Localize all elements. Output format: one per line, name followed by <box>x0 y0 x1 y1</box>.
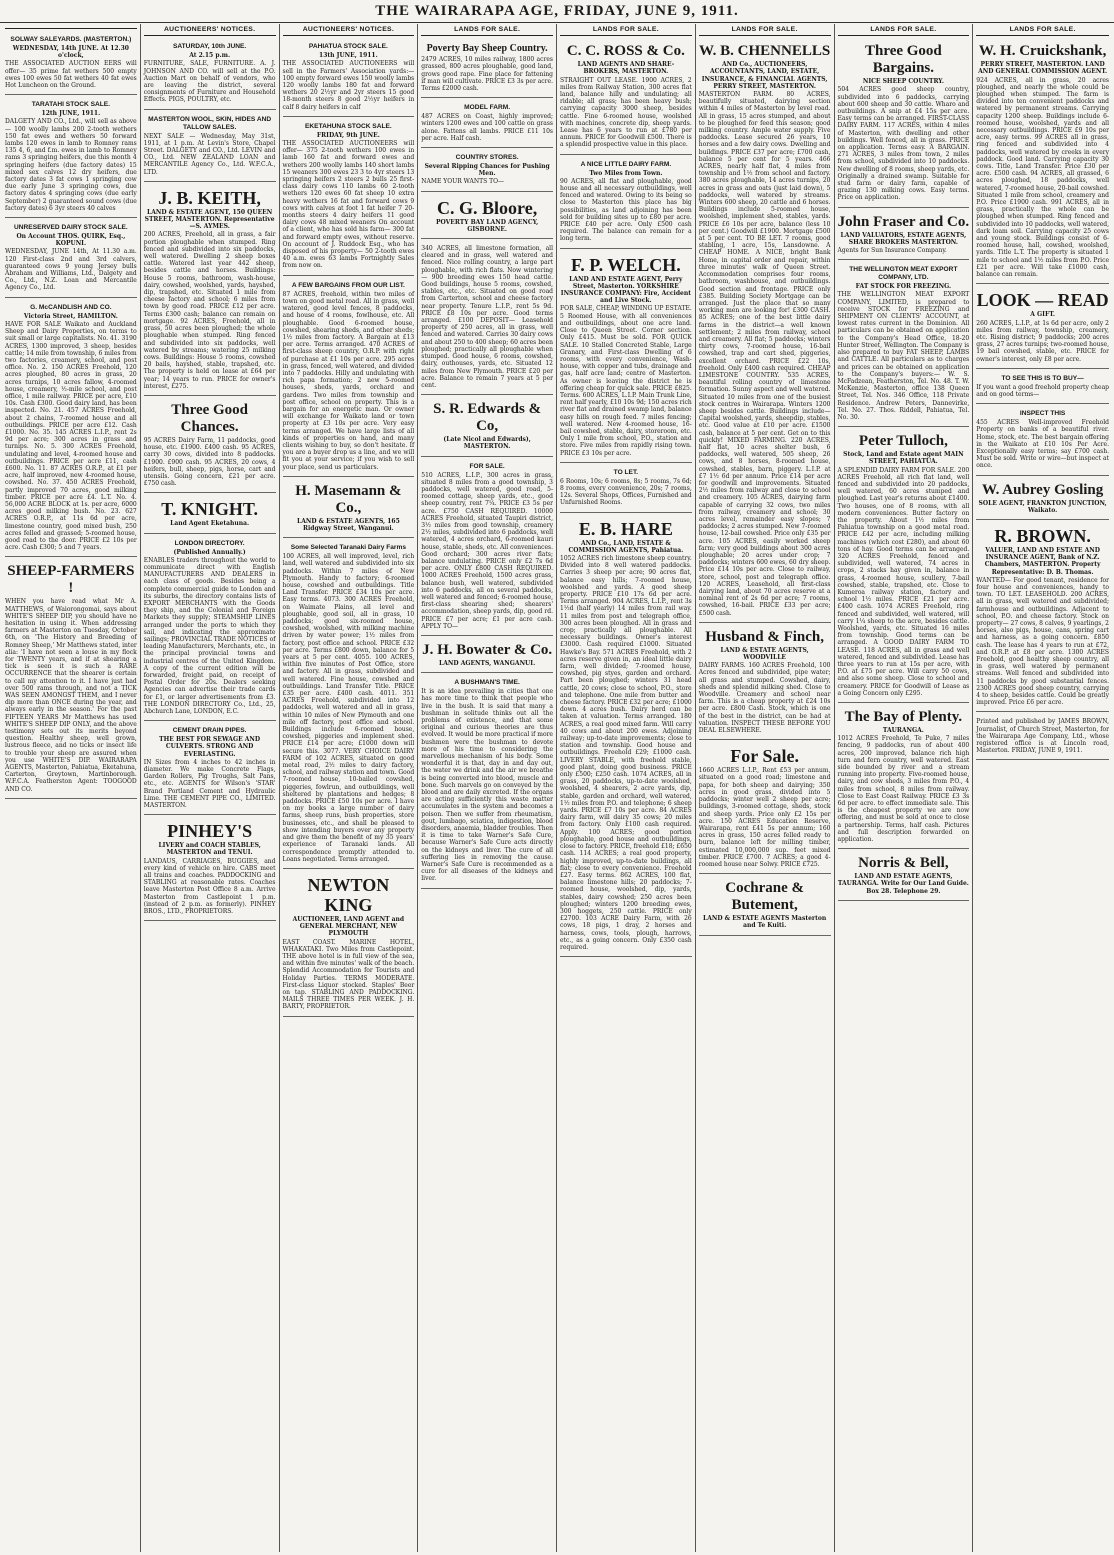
ad-body: A SPLENDID DAIRY FARM FOR SALE. 200 ACRES Freehold, all rich flat land, well fenced and subdivided into 20 paddocks, well watered, 60 acres stumped and ploughed. Last year's returns about £1400. Two houses, one of 8 rooms, with all modern conveniences. Butter factory on the property. About 1½ miles from Pahiatua township on a good metal road. PRICE £42 per acre, including milking machines (which cost £280), and about 60 tons of hay. Good terms can be arranged. 320 ACRES Freehold, fenced and subdivided, well watered, 74 acres in crops, 2 stacks hay given in, balance in grass, 4-roomed house, scullery, 7-bail cowshed, stable, trapshed, etc. Close to Kumeroa railway station, factory and school 1½ miles. PRICE £21 per acre. £400 cash. 1074 ACRES Freehold, ring fenced and subdivided, well watered, will carry 1¼ sheep to the acre, besides cattle. Woolshed, yards, etc. Situated 16 miles from township. Good terms can be arranged. A GOOD DAIRY FARM TO LEASE. 118 ACRES, all in grass and well watered, fenced and subdivided. Lease has three years to run at 15s per acre, with P.O. at £75 per acre. Will carry 50 cows, and also some sheep. Close to school and creamery. PRICE for Goodwill of Lease as a Going Concern only £295. <box>837 466 970 697</box>
column-7 <box>835 24 974 1552</box>
ad-body: 90 ACRES, all flat and ploughable, good house and all necessary outbuildings, well fenced and watered. Owing to its being so close to Masterton this place has big possibilities, as land adjoining has been sold for building sites up to £80 per acre. PRICE £40 per acre. Only £500 cash required. The balance can remain for a long term. <box>560 177 692 243</box>
ad-body: STRAIGHT OUT LEASE. 1900 ACRES, 2 miles from Railway Station, 300 acres flat land, balance hilly and undulating; all ridable; all grass; has been heavy bush; carrying capacity 3000 sheep, besides cattle. Fine 6-roomed house, woolshed with machines, concrete dip, sheep yards. Lease has 6 years to run at £780 per annum. PRICE for Goodwill £500. There is a splendid prospective value in this place. <box>560 76 692 149</box>
ad-subtitle: AND Co., AUCTIONEERS, ACCOUNTANTS, LAND, ESTATE, INSURANCE, & FINANCIAL AGENTS, PERRY STREET, MASTERTON. <box>701 61 828 90</box>
advertisement <box>144 817 276 921</box>
advertisement <box>283 540 415 869</box>
advertisement <box>5 97 137 218</box>
ad-body: Printed and published by JAMES BROWN, Journalist, of Church Street, Masterton, for the Wairarapa Age Company, Ltd., whose registered office is at Lincoln road, Masterton. FRIDAY, JUNE 9, 1911. <box>976 718 1109 755</box>
advertisement <box>144 184 276 396</box>
ad-body: IN Sizes from 4 inches to 42 inches in diameter. We make Concrete Flags, Garden Rollers, Pig Troughs, Salt Pans, etc., etc. AGENTS for Wilson's 'STAR' Brand Portland Cement and Hydraulic Lime. THE CEMENT PIPE CO., LIMITED. MASTERTON. <box>143 758 276 810</box>
advertisement <box>5 220 137 298</box>
ad-body: 1660 ACRES L.I.P., Rent £53 per annum, situated on a good road; limestone and papa, for both sheep and dairying; 350 acres in good grass, divided into 5 paddocks; winter well 2 sheep per acre; buildings, 3-roomed cottage, sheds, stock and sheep yards. Price only £2 15s per acre. 150 ACRES Education Reserve, Wairarapa, rent £41 5s per annum; 160 acres in grass, 150 acres felled ready to burn, balance left for milling timber, estimated 10,000,000 sup. feet mixed timber. PRICE £700. 7 ACRES; a good 4-roomed house near Solwy. PRICE £725. <box>698 767 831 868</box>
ad-title: J. H. Bowater & Co. <box>422 641 553 658</box>
column-heading <box>5 24 137 29</box>
advertisement <box>838 210 970 261</box>
advertisement <box>283 119 415 276</box>
ad-title: Peter Tulloch, <box>858 433 948 450</box>
ad-heading: G. McCANDLISH AND CO. <box>30 303 112 311</box>
advertisement <box>421 100 553 148</box>
ad-subtitle: VALUER, LAND AND ESTATE AND INSURANCE AGENT, Bank of N.Z. Chambers, MASTERTON. Property Representative: D. B. Thomas. <box>984 546 1101 576</box>
ad-body: It is an idea prevailing in cities that one has more time to think that people who live in the bush. It is said that many a bushman in solitude thinks out all the problems of existence, and that some original and curious theories are thus evolved. It would be more practical if more bushmen were the bushman to devote more of his time to considering the marvellous mechanism of his body. Some wonderful it is that, day in and day out, the water we drink and the air we breathe is being converted into blood, muscle and bone. Such marvels go on conveyed by the blood and are daily excreted. If the organs are acting sufficiently this waste matter accumulates in the system and becomes a poison. Then we suffer from rheumatism, gout, lumbago, sciatica, indigestion, blood disorders, anaemia, bladder troubles. Then it is time to take Warner's Safe Cure, because Warner's Safe Cure acts directly on the kidneys and liver. The cure of all suffering lies in removing the cause. Warner's Safe Cure is recommended as a cure for all diseases of the kidneys and liver. <box>421 688 553 883</box>
ad-subtitle: WEDNESDAY, 14th JUNE. At 12.30 o'clock, <box>12 45 129 60</box>
ad-subtitle: At 2.15 p.m. <box>189 52 231 60</box>
columns-container <box>2 24 1112 1552</box>
ad-heading: TARATAHI STOCK SALE. <box>31 101 111 109</box>
ad-heading: UNRESERVED DAIRY STOCK SALE. <box>14 224 128 232</box>
ad-subtitle: LAND AND ESTATE AGENT, Perry Street, Masterton. YORKSHIRE INSURANCE COMPANY: Fire, Accident and Live Stock. <box>560 275 691 305</box>
advertisement <box>838 39 970 207</box>
ad-body: THE ASSOCIATED AUCTION EERS will offer— 35 prime fat wethers 500 empty ewes 100 ewes 50 fat wethers 40 fat ewes Hot Luncheon on the Ground. <box>5 60 137 90</box>
ad-heading: LONDON DIRECTORY. <box>174 539 245 547</box>
advertisement <box>838 429 970 703</box>
advertisement <box>976 406 1109 475</box>
ad-subtitle: On Account THOS. QUIRK, Esq., KOPUNI. <box>16 233 126 248</box>
ad-heading: CEMENT DRAIN PIPES. <box>172 727 247 735</box>
ad-title: The Bay of Plenty. <box>844 709 963 726</box>
ad-title: NEWTON KING <box>307 874 390 915</box>
advertisement <box>144 723 276 815</box>
ad-body: Agents for Sun Insurance Company. <box>837 247 947 255</box>
ad-title: PINHEY'S <box>167 821 253 842</box>
advertisement <box>421 194 553 239</box>
advertisement <box>838 705 970 849</box>
ad-heading: FOR SALE. <box>469 462 505 470</box>
ad-body: FOR SALE, CHEAP, WINDING UP ESTATE. 5 Roomed House, with all conveniences and outbuildings, about one acre land. Close to Queen Street. Corner section. Only £415. Must be sold. FOR QUICK SALE. 10 Stalled Concreted Stable, Large Granary, and First-class Dwelling of 6 rooms, with every convenience, Wash-house, with copper and tubs, drainage and gas, half acre land; centre of Masterton. As owner is leaving the district he is offering cheap for quick sale. PRICE £825. Terms. 600 ACRES, L.I.P. Main Trunk Line, rent half yearly, £10 10s 9d; 150 acres rich river flat and drained swamp land, balance easy hills on rough feed. 7 miles fencing; well watered. New 4-roomed house, 16-bail cowshed, stable, dairy, storeroom, etc. Only 1 mile from school, P.O., station and store. Five miles from rapidly rising town. PRICE £3 10s per acre. <box>560 305 692 457</box>
ad-body: THE WELLINGTON MEAT EXPORT COMPANY, LIMITED, is prepared to receive STOCK for FREEZING and SHIPMENT ON CLIENTS' ACCOUNT, at lowest rates current in the Dominion. All particulars can be obtained on application to the Company's Head Office, 18-20 Hunter Street, Wellington. The Company is also prepared to buy FAT SHEEP, LAMBS and CATTLE. All particulars as to charges and prices can be obtained on application to the Company's buyers:— W. S. McFadzean, Featherston, Tel. No. 48. T. W. McKenzie, Masterton, office 138 Queen Street, Tel. Nos. 346 Office, 118 Private Residence. Andrew Peters, Dannevirke, Tel. No. 27. Thos. Riddell, Pahiatua, Tel. No. 30. <box>837 291 970 421</box>
column-heading: AUCTIONEERS' NOTICES. <box>144 24 276 36</box>
ad-body: NAME YOUR WANTS TO— <box>421 178 505 186</box>
advertisement <box>976 39 1109 284</box>
ad-subtitle: FAT STOCK FOR FREEZING. <box>855 283 952 291</box>
column-3 <box>280 24 419 1552</box>
ad-body: DALGETY AND CO., Ltd., will sell as above— 100 woolly lambs 200 2-tooth wethers 150 fat ewes and wethers 50 forward lambs 120 ewes in lamb to Romney rams 135 4, 6, and f.m. ewes in lamb to Romney rams 3 springing heifers, due this month 4 springing heifers (due factory dates) 15 mixed sex calves 12 dry heifers, due factory dates 3 fat cows 1 springing cow due early June 3 springing cows, due factory dates 4 springing cows (due early September) 2 guaranteed sound cows (due factory dates) 6 3yr steers 40 calves <box>5 118 137 212</box>
ad-title: S. R. Edwards & Co, <box>433 401 542 435</box>
advertisement <box>5 300 137 558</box>
masthead: THE WAIRARAPA AGE, FRIDAY, JUNE 9, 1911. <box>0 0 1114 23</box>
ad-subtitle: A GIFT. <box>1030 311 1055 319</box>
ad-body: 260 ACRES, L.I.P., at 1s 6d per acre, only 2 miles from railway, township, creamery, etc. Rising district; 9 paddocks; 200 acres grass, 27 acres turnips; two-roomed house, 19 bail cowshed, stable, etc. PRICE for owner's interest, only £8 per acre. <box>976 319 1109 363</box>
column-2 <box>141 24 280 1552</box>
ad-body: FURNITURE, SALE, FURNITURE. A. J. JOHNSON AND CO. will sell at the P.O. Auction Mart on behalf of vendors, who are leaving the district, several consignments of Furniture and Household Effects. PIGS, POULTRY, etc. <box>143 60 276 104</box>
advertisement <box>421 638 553 673</box>
column-4 <box>418 24 557 1552</box>
ad-subtitle: 13th JUNE, 1911. <box>319 52 378 60</box>
ad-heading: MODEL FARM. <box>464 104 511 112</box>
ad-title: W. H. Cruickshank, <box>978 43 1107 60</box>
ad-body: ENABLES traders throughout the world to communicate direct with English MANUFACTURERS AND DEALERS in each class of goods. Besides being a complete commercial guide to London and its suburbs, the directory contains lists of EXPORT MERCHANTS with the Goods they ship, and the Colonial and Foreign Markets they supply; STEAMSHIP LINES arranged under the ports to which they sail, and indicating the approximate sailings; PROVINCIAL TRADE NOTICES of leading Manufacturers, Merchants, etc., in the principal provincial towns and industrial centres of the United Kingdom. A copy of the current edition will be forwarded, freight paid, on receipt of Postal Order for 20s. Dealers seeking Agencies can advertise their trade cards for £1, or larger advertisements from £3. THE LONDON DIRECTORY Co., Ltd., 25, Abchurch Lane, LONDON, E.C. <box>143 556 276 716</box>
advertisement <box>144 112 276 182</box>
ad-body: 340 ACRES, all limestone formation, all cleared and in grass, well watered and fenced. Nice rolling country, a large part ploughable, with rich flats. Now wintering— 900 breeding ewes 150 head cattle. Good buildings, house 5 rooms, cowshed, stables, etc., etc. Situated on good road from Carterton, school and cheese factory near property. Tenure L.I.P., rent 5s 9d. PRICE £8 10s per acre. Good terms arranged. £100 DEPOSIT— Leasehold property of 250 acres, all in grass, well fenced and watered. Carries 30 dairy cows and about 250 to 400 sheep; 60 acres been ploughed; practically all ploughable when stumped. Good house, 6 rooms, cowshed, dairy, outhouses, yards, etc. Situated 12 miles from New Plymouth. PRICE £20 per acre. Balance to remain 7 years at 5 per cent. <box>421 245 553 389</box>
ad-heading: A NICE LITTLE DAIRY FARM. <box>580 160 672 168</box>
ad-title: Cochrane & Butement, <box>725 880 804 914</box>
column-8 <box>973 24 1112 1552</box>
ad-body: THE ASSOCIATED AUCTIONEERS will sell in the Farmers' Association yards:— 100 empty forward ewes 150 woolly lambs 120 woolly lambs 180 fat and forward wethers 20 2½yr and 2yr steers 15 good 18-month steers 8 good 2½yr heifers in calf 8 dairy heifers in calf <box>282 60 415 111</box>
advertisement <box>560 39 692 154</box>
ad-subtitle: AUCTIONEER, LAND AGENT and GENERAL MERCHANT, NEW PLYMOUTH <box>292 915 405 938</box>
advertisement <box>421 150 553 192</box>
advertisement <box>699 742 831 874</box>
ad-subtitle: Two Miles from Town. <box>589 169 663 177</box>
ad-subtitle: LIVERY and COACH STABLES, MASTERTON and TENUI. <box>158 842 261 857</box>
advertisement <box>5 559 137 798</box>
advertisement <box>560 157 692 249</box>
ad-body: 924 ACRES, all in grass, 20 acres ploughed, and nearly the whole could be ploughed when stumped. The farm is divided into ten convenient paddocks and watered by permanent streams. Carrying capacity 1200 sheep. Buildings include 6-roomed house, woolshed, yards and all necessary outbuildings. PRICE £9 10s per acre, easy terms. 99 ACRES all in grass, ring fenced and subdivided into 4 paddocks, well watered by creeks in every paddock. Good land. Carrying capacity 30 cows. Title, Land Transfer. Price £30 per acre. £500 cash. 94 ACRES, all grassed, 6 acres ploughed, 18 paddocks, well watered, 7-roomed house, 20-bail cowshed. Situated 1 mile from school, creamery and P.O. Price £1900 cash. 991 ACRES, all in grass, practically the whole can be ploughed when stumped. Ring fenced and subdivided into 10 paddocks, well watered, dark loam soil. Carrying capacity 25 cows and young stock. Buildings consist of 6-roomed house, hall, cowshed, woolshed, yards. Title L.T. The property is situated 1 mile to school and 1½ miles from P.O. Price £21 per acre. Will take £1000 cash, balance can remain. <box>976 76 1109 279</box>
ad-body: EAST COAST. MARINE HOTEL, WHAKATAKI. Two Miles from Castlepoint. THE above hotel is in full view of the sea, and within five minutes' walk of the beach. Splendid Accommodation for Tourists and Holiday Parties. TERMS MODERATE. First-class Liquor stocked. Staples' Beer on tap. STABLING AND PADDOCKING. MAILS THREE TIMES PER WEEK. J. H. BARTY, PROPRIETOR. <box>282 938 415 1011</box>
ad-heading: INSPECT THIS <box>1019 410 1066 418</box>
ad-body: HAVE FOR SALE Waikato and Auckland Sheep and Dairy Properties, on terms to suit small or large capitalists. No. 41. 3190 ACRES, 1300 improved, 3 sheep, besides cattle; 14 mile from township, 6 miles from two factories, creamery, school, and post office. No. 2. 150 ACRES Freehold, 120 acres ploughed, 80 acres in grass, 20 acres turnips, 10 acres fallow, 4-roomed house, creamery, ½-mile school, and post office, 1 mile railway. PRICE per acre, £10 10s. Cash £300. Good dairy land, has been inspected. No. 21. 457 ACRES Freehold, about 2 chains, 7-roomed house and all outbuildings. PRICE per acre £12. Cash £1000. No. 35. 145 ACRES L.I.P., rent 2s 9d per acre; 300 acres in grass and turnips. No. 5. 300 ACRES Freehold, undulating and level, 4-roomed house and outbuildings. PRICE per acre £11, cash £600. No. 11. 87 ACRES O.R.P., at £1 per acre, half improved, new 4-roomed house, cowshed. No. 37. 450 ACRES Freehold, partly improved 70 acres, good milking timber. PRICE per acre £4. L.T. No. 4. 56,000 ACRE BLOCK at 1s. per acre, 6000 acres good milking bush. No. 23. 627 ACRES O.R.P., at 11s 6d per acre, limestone country, good mixed bush, 250 acres felled and grassed; 5-roomed house, good road to the door. PRICE £2 10s per acre. Cash £300; 5 and 7 years. <box>5 320 137 552</box>
ad-subtitle: NICE SHEEP COUNTRY. <box>862 78 944 86</box>
column-heading: LANDS FOR SALE. <box>976 24 1109 36</box>
ad-title: W. B. CHENNELLS <box>699 43 831 60</box>
ad-title: J. B. KEITH, <box>158 187 261 208</box>
advertisement <box>421 397 553 456</box>
ad-title: E. B. HARE <box>578 518 673 539</box>
ad-title: T. KNIGHT. <box>161 499 259 520</box>
advertisement <box>144 495 276 533</box>
ad-heading: SOLWAY SALEYARDS. (MASTERTON.) <box>10 36 132 43</box>
ad-title: Poverty Bay Sheep Country. <box>426 43 548 55</box>
advertisement <box>283 39 415 117</box>
ad-title: C. G. Bloore, <box>437 197 538 218</box>
ad-heading: TO SEE THIS IS TO BUY— <box>1001 374 1084 382</box>
ad-body: 487 ACRES on Coast, highly improved; winters 1200 ewes and 100 cattle on grass alone. Fattens all lambs. PRICE £11 10s per acre. Half cash. <box>421 113 553 142</box>
ad-heading: THE WELLINGTON MEAT EXPORT COMPANY, LTD. <box>849 266 958 282</box>
ad-heading: Some Selected Taranaki Dairy Farms <box>290 544 407 552</box>
ad-subtitle: LAND & ESTATE AGENTS, 165 Ridgway Street, Wanganui. <box>296 517 400 532</box>
ad-body: WEDNESDAY, JUNE 14th, At 11.30 a.m. 120 First-class 2nd and 3rd calvers, guaranteed cows 9 young Jersey bulls Abraham and Williams, Ltd., Dalgety and Co., Ltd., N.Z. Loan and Mercantile Agency Co., Ltd. <box>5 248 137 292</box>
ad-heading: MASTERTON WOOL, SKIN, HIDES AND TALLOW SALES. <box>148 115 272 131</box>
ad-heading: SATURDAY, 10th JUNE. <box>172 43 247 51</box>
ad-body: WHEN you have read what Mr A. MATTHEWS, of Waiorongomai, says about WHITE'S SHEEP DIP, you should have no hesitation in using it. When addressing farmers at Masterton on Tuesday, October 6th, on 'The History and Breeding of Romney Sheep,' Mr Matthews stated, inter alia: 'I have not seen a louse in my flock for TWENTY years, and if at shearing a tick is seen it is such a RARE OCCURRENCE that the shearer is certain to call my attention to it. I have just had over 500 rams through, and not a TICK WAS SEEN AMONGST THEM, and I never dip more than ONCE during the year, and always early in the season.' For the past FIFTEEN YEARS Mr Matthews has used WHITE'S SHEEP DIP ONLY, and the above testimony sets out its merits beyond question. Healthy sheep, well grown, lustrous fleece, and no ticks or insect life to trouble your sheep are assured when you use WHITE'S DIP. WAIRARAPA AGENTS, Masterton, Pahiatua, Eketahuna, Carterton, Greytown, Martinborough. W.F.C.A. Featherston Agent: TOOGOOD AND CO. <box>5 598 137 793</box>
advertisement <box>421 675 553 888</box>
ad-body: DAIRY FARMS. 160 ACRES Freehold, 100 Acres fenced and subdivided, pipe water; all grass and stumped. Cowshed, dairy, sheds and splendid milking shed. Close to Woodville. Creamery and school near farm. This is a cheap property at £24 10s per acre. £800 Cash. Stock, which is one of the best in the district, can be had at valuation. INSPECT THESE BEFORE YOU DEAL ELSEWHERE. <box>698 662 831 735</box>
ad-subtitle: TAURANGA. <box>882 727 924 735</box>
ad-subtitle: LAND AGENTS AND SHARE-BROKERS, MASTERTON. <box>577 61 675 76</box>
column-heading: LANDS FOR SALE. <box>421 24 553 36</box>
ad-title: For Sale. <box>730 746 799 767</box>
ad-heading: A FEW BARGAINS FROM OUR LIST. <box>291 281 405 289</box>
advertisement <box>560 515 692 958</box>
ad-title: H. Masemann & Co., <box>295 482 402 516</box>
advertisement <box>976 522 1109 712</box>
column-heading: LANDS FOR SALE. <box>699 24 831 36</box>
ad-subtitle: POVERTY BAY LAND AGENCY, GISBORNE. <box>436 218 539 233</box>
advertisement <box>421 459 553 636</box>
column-6 <box>696 24 835 1552</box>
ad-body: 455 ACRES Well-improved Freehold Property on banks of a beautiful river. Home, stock, etc. The best bargain offering in the Waikato at £10 10s Per Acre. Exceptionally easy terms; say £700 cash. Must be sold. Write or wire—but inspect at once. <box>976 419 1109 470</box>
ad-subtitle: FRIDAY, 9th JUNE. <box>316 131 380 139</box>
ad-subtitle: (Published Annually.) <box>173 548 246 556</box>
ad-title: F. P. WELCH. <box>570 254 681 275</box>
advertisement <box>560 465 692 513</box>
advertisement <box>421 39 553 98</box>
advertisement <box>283 479 415 538</box>
ad-body: WANTED— For good tenant, residence for four house and conveniences, handy to town. TO LET. LEASEHOLD. 200 ACRES, all in grass, well watered and subdivided; farmhouse and outbuildings. Adjacent to school, P.O. and cheese factory. Stock on property— 27 cows, 8 calves, 9 yearlings, 2 horses, also pigs, house, cans, spring cart and harness, as a going concern. £850 cash. The lease has 4 years to run at £72, and O.R.P. at £8 per acre. 1300 ACRES Freehold, good healthy sheep country, all in grass, well watered by permanent streams. Well fenced and subdivided into 11 paddocks by good substantial fences. 2300 ACRES good sheep country, carrying 4 to sheep, besides cattle. Could be greatly improved. Price £6 per acre. <box>976 576 1109 707</box>
ad-heading: A BUSHMAN'S TIME. <box>454 679 520 687</box>
ad-subtitle: LAND & ESTATE AGENT, 150 QUEEN STREET, MASTERTON. Representative—S. AYMES. <box>144 208 275 231</box>
advertisement <box>976 714 1109 760</box>
ad-body: 1052 ACRES rich limestone sheep country. Divided into 8 well watered paddocks. Carries 3 sheep per acre; 90 acres flat, balance easy hills; 7-roomed house, woolshed and yards. A good sheep property. PRICE £10 17s 6d per acre. Terms arranged. 904 ACRES, L.I.P., rent 3s 1½d (half yearly) 14 miles from rail way. 11 miles from post and telegraph office, 300 acres been ploughed. All in grass and crop; practically all ploughable. All necessary buildings. Owner's interest £3000. Cash required £1000. Situated Hawke's Bay. 571 ACRES Freehold, with 2 acres reserve given in, an ideal little dairy farm, well divided; 7-roomed house, cowshed, pig styes, garden and orchard. Part been ploughed; winters 31 head cattle, 20 cows; close to school, P.O., store and telephone. One mile from butter and cheese factory. PRICE £32 per acre; £1000 down. 4 acres bush. Dairy herd can be taken at valuation. Terms arranged. 180 ACRES, a real good mixed farm. Will carry 40 cows and about 200 ewes. Adjoining railway; up-to-date improvements; close to station and township. Good house and outbuildings. Freehold £29; £1000 cash. LIVERY STABLE, with freehold stable, good plant, doing good business. PRICE only £500; £250 cash. 1074 ACRES, all in grass, 20 paddocks, up-to-date woolshed, woolshed, 4 shearers, 2 acre yards, dip, stable, garden and orchard, well watered, 1½ miles from P.O. and telephone; 6 sheep yards. PRICE £7 10s per acre. 84 ACRES dairy farm, will dairy 35 cows; 20 miles from factory. Only £100 cash required. Apply. 100 ACRES; good portion ploughable, good house and outbuildings, close to factory. PRICE, freehold £18; £650 cash. 114 ACRES; a real good property, highly improved, up-to-date buildings, all flat; close to every convenience. Freehold £27. Easy terms. 862 ACRES, 100 flat, balance limestone hills; 20 paddocks; 7-roomed house, woolshed, dip, yards, stables, dairy cowshed; 250 acres been ploughed; winters 1200 breeding ewes, 300 hoggets, 250 cattle. PRICE only £2700. 103 ACRE Dairy Farm, with 26 cows, 18 pigs, 1 dray, 2 horses and harness, cows, tools, plough, harrows, etc., as a going concern. Only £350 cash required. <box>560 554 692 951</box>
ad-body: 87 ACRES, freehold, within two miles of town on good metal road. All in grass, well watered, good level fences, 8 paddocks, and house of 4 rooms, fowlhouse, etc. All ploughable. Good 6-roomed house, cowshed, shearing sheds, and other sheds; 1½ miles from factory. A Bargain at £13 per acre. Terms arranged. 470 ACRES of first-class sheep country, O.R.P. with right of purchase at £1 10s per acre. 295 acres in grass, fenced, well watered, and divided into 7 paddocks. Hilly and undulating with rich papa formation; 2 new 5-roomed houses, sheds, yards, orchard and gardens. Two miles from township and post office, school on property. This is a bargain for an energetic man. Or owner will exchange for Waikato land or town property at £3 10s per acre. Very easy terms arranged. We have large lists of all kinds of properties on hand, and many clients wishing to buy, so don't hesitate. If you are a buyer drop us a line, and we will fit you at your service; if you wish to sell your place, send us particulars. <box>282 290 415 471</box>
ad-body: 1012 ACRES Freehold, Te Puke, 7 miles fencing, 9 paddocks, run of about 400 acres, 200 improved, balance rich high turn and fern country, well watered. East side bounded by river and a stream running into property. Five-roomed house, dairy, and cow sheds, 3 miles from P.O., 4 miles from school, 8 miles from railway. Close to East Coast Railway. PRICE £3 3s 6d per acre. to effect immediate sale. This is the cheapest property we are now offering, and must be sold at once to close a partnership. Terms, half cash. Pictures and full description forwarded on application. <box>837 735 970 844</box>
ad-subtitle: LAND AGENTS, WANGANUI. <box>439 659 536 667</box>
ad-heading: TO LET. <box>613 468 639 476</box>
ad-subtitle: Several Ripping Chances for Pushing Men. <box>424 163 550 178</box>
advertisement <box>976 478 1109 520</box>
ad-subtitle: Land Agent Eketahuna. <box>170 520 250 528</box>
ad-subtitle: LAND & ESTATE AGENTS, WOODVILLE <box>720 646 809 662</box>
ad-body: 2479 ACRES, 10 miles railway, 1800 acres grassed, 800 acres ploughable, good land, grows good rape. Fine place for fattening if man will cultivate. PRICE £3 3s per acre. Terms £2000 cash. <box>421 56 553 93</box>
ad-subtitle: (Late Nicol and Edwards), MASTERTON. <box>443 436 531 451</box>
ad-title: Husband & Finch, <box>705 628 825 645</box>
advertisement <box>144 39 276 109</box>
ad-subtitle: PERRY STREET, MASTERTON. LAND AND GENERAL COMMISSION AGENT. <box>978 61 1108 76</box>
ad-title: Norris & Bell, <box>858 855 949 872</box>
column-heading: AUCTIONEERS' NOTICES. <box>283 24 415 36</box>
ad-subtitle: 12th JUNE, 1911. <box>41 110 101 118</box>
ad-body: LANDAUS, CARRIAGES, BUGGIES, and every kind of vehicle on hire. CABS meet all trains and coaches. PADDOCKING and STABLING at reasonable rates. Coaches leave Masterton Post Office 8 a.m. Arrive Masterton from Castlepoint 1 p.m. (instead of 2 p.m. as formerly). PINHEY BROS., LTD., PROPRIETORS. <box>143 857 276 916</box>
ad-body: 504 ACRES good sheep country, subdivided into 6 paddocks, carrying about 600 sheep and 30 cattle. Wharo and outbuildings. A snip at £4 15s per acre. Easy terms can be arranged. FIRST-CLASS DAIRY FARM. 117 ACRES, within 4 miles of Masterton, with dwelling and other buildings. Well fenced, all in grass. PRICE on application. Terms easy. A BARGAIN. 271 ACRES, 3 miles from town, 2 miles from school, subdivided into 10 paddocks. New dwelling of 8 rooms, sheep yards, etc. Originally a drained swamp. Suitable for stud farm or dairy farm, capable of grazing 130 milking cows. Easy terms. Price on application. <box>837 86 970 202</box>
ad-body: If you want a good freehold property cheap and on good terms— <box>976 383 1109 398</box>
column-1 <box>2 24 141 1552</box>
advertisement <box>838 851 970 901</box>
advertisement <box>144 536 276 722</box>
ad-subtitle: LAND & ESTATE AGENTS Masterton and Te Kuiti. <box>703 915 827 930</box>
ad-title: Three Good Chances. <box>171 401 249 435</box>
column-heading: LANDS FOR SALE. <box>838 24 970 36</box>
ad-body: 510 ACRES, L.I.P., 300 acres in grass, situated 8 miles from a good township, 3 paddocks, well watered, good road, 5-roomed cottage, sheep yards, etc., good sheep country, rent 7¼. PRICE £3 5s per acre. £750 CASH REQUIRED. 10000 ACRES Freehold, situated Taupiri district, 3½ miles from good township, creamery 2½ miles, subdivided into 6 paddocks, well watered, 4 acres orchard, 6-roomed kauri house, stable, sheds, etc. All conveniences. Good orchard; 300 acres river flats; balance undulating. PRICE only £2 7s 6d per acre. ONLY £800 CASH REQUIRED. 1000 ACRES Freehold, 1500 acres grass, balance bush, well watered, subdivided into 6 paddocks, all on several paddocks, well watered and fenced; 6-roomed house, first-class shearing shed; shearers' accommodation, sheep yards, dip, good rd. PRICE £7 per acre; £1 per acre cash. APPLY TO— <box>421 471 553 630</box>
ad-subtitle: Stock, Land and Estate agent MAIN STREET, PAHIATUA. <box>843 451 964 466</box>
ad-subtitle: LAND AND ESTATE AGENTS, TAURANGA. Write for Our Land Guide. Box 28. Telephone 29. <box>837 873 969 895</box>
ad-title: W. Aubrey Gosling <box>981 481 1104 498</box>
ad-title: LOOK — READ <box>976 290 1109 311</box>
ad-title: C. C. ROSS & Co. <box>566 43 685 60</box>
ad-title: SHEEP-FARMERS ! <box>7 563 135 597</box>
ad-heading: EKETAHUNA STOCK SALE. <box>305 122 392 130</box>
ad-heading: PAHIATUA STOCK SALE. <box>308 43 388 51</box>
ad-subtitle: LAND VALUATORS, ESTATE AGENTS, SHARE BROKERS MASTERTON. <box>840 231 967 246</box>
ad-subtitle: SOLE AGENT, FRANKTON JUNCTION, Waikato. <box>978 499 1107 514</box>
advertisement <box>976 286 1109 368</box>
ad-body: 200 ACRES, Freehold, all in grass, a fair portion ploughable when stumped. Ring fenced and subdivided into six paddocks, well watered. Dwelling 2 sheep boxes cattle. Watered last year 442 sheep, besides cattle and horses. Buildings: House 5 rooms, bathroom, wash-house, dairy, cowshed, woolshed, yards, hayshed, dip, trapshed, etc. Situated 1 mile from cheese factory and school; 6 miles from town by good road. PRICE £12 per acre. Terms £300 cash; balance can remain on mortgage. 92 ACRES, Freehold, all in grass, 50 acres been ploughed; the whole ploughable when stumped. Ring fenced and subdivided into six paddocks, well watered by streams; watering 25 milking cows. Buildings: House 5 rooms, cowshed 20 bails, hayshed, stable, trapshed, etc. The property is held on lease at £64 per year; 14 years to run. PRICE for owner's interest, £275. <box>143 231 276 390</box>
ad-subtitle: Victoria Street, HAMILTON. <box>23 312 118 320</box>
advertisement <box>699 625 831 740</box>
ad-body: MASTERTON FARM. 80 ACRES, beautifully situated, dairying section within 4 miles of Masterton by level road. All in grass, 15 acres stumped, and about to be ploughed for feed this season; good milking country. Ample water supply. Five paddocks. Lease secured 26 years, 10 horses and a few dairy cows. Dwelling and buildings. PRICE £37 per acre; £700 cash, balance 5 per cent for 5 years. 466 ACRES, nearly half flat, 4 miles from township and 1½ from school and factory. 380 acres ploughable, 14 acres turnips, 20 acres in grass and oats (just laid down), 5 paddocks, well watered by streams. Winters 600 sheep, 20 cattle and 6 horses. Buildings include 5-roomed house, woolshed, implement shed, stables, yards. PRICE £6 10s per acre, balance (less 10 per cent.) Goodwill £1900. Mortgage £500 at 5 per cent. TO BE LET. 7 rooms, good stabling, 1 acre, 15s, Lansdowne. A CHEAP HOME. A NICE, bright Bank Home, in capital order and repair, within three minutes' walk of Queen Street. Accommodation comprises four rooms, bathroom, washhouse, and outbuildings. Good section and frontage. PRICE only £385. Building Society Mortgage can be arranged. Just the place that so many working men are looking for! £300 CASH. 85 ACRES; one of the best little dairy farms in the district—a well known settlement; 2 miles from railway, school and creamery. All flat; 5 paddocks; winters thirty cows, 7-roomed house, 16-bail cowshed, trap and cart shed, piggeries, excellent orchard. PRICE £22 10s, freehold. Only £400 cash required. CHEAP LIMESTONE COUNTRY. 535 ACRES, beautiful rolling country of limestone formation. Sunny aspect and well watered. Situated 10 miles from one of the busiest stock centres in Wairarapa. Winters 1200 sheep besides cattle. Buildings include— Capital woolshed, yards, sheepdip, stables, etc. Good value at £10 per acre. £1500 cash, balance at 5 per cent. Get on to this quickly! MIXED FARMING. 220 ACRES, half flat, 10 acres shelter bush, 6 paddocks, well watered, 505 sheep, 26 cows, and 8 horses, 8-roomed house, cowshed, stables, barn, piggery. L.I.P. at £7 1½ 6d per annum. Price £14 per acre for goodwill and improvements. Situated 2½ miles from railway and close to school and creamery. 105 ACRES, dairying farm capable of carrying 32 cows, two miles from railway, creamery and school; 30 acres level, remainder easy slopes; 7 paddocks; 2 acres stumped. New 7-roomed house, 12-bail cowshed. Price only £35 per acre. 105 ACRES, easily worked sheep farm; very good buildings about 300 acres ploughable; 20 acres under crop; 7 paddocks; winters 600 ewes, 60 dry sheep. Price £14 10s per acre. Close to railway, store, school, post and telegraph office. 120 ACRES, Leasehold, all first-class dairying land, about 70 acres reserve at a nominal rent of 2s 6d per acre; 7 rooms, cowshed, 16-bail. PRICE £33 per acre; £500 cash. <box>698 91 831 617</box>
advertisement <box>976 371 1109 404</box>
advertisement <box>283 871 415 1017</box>
ad-body: NEXT SALE — Wednesday, May 31st, 1911, at 1 p.m. At Levin's Store, Chapel Street. DALGETY and CO., Ltd. LEVIN and CO., Ltd. NEW ZEALAND LOAN and MERCANTILE Agency Co., Ltd. W.F.C.A., LTD. <box>143 132 276 176</box>
advertisement <box>838 262 970 427</box>
ad-body: 95 ACRES Dairy Farm, 11 paddocks, good house, etc. £1900. £400 cash. 95 ACRES, carry 30 cows, divided into 8 paddocks. £1900. £900 cash. 95 ACRES, 20 cows, 4 heifers, bull, sheep, pigs, horse, cart and utensils. Going concern, £21 per acre. £750 cash. <box>143 436 276 488</box>
column-5 <box>557 24 696 1552</box>
advertisement <box>699 39 831 623</box>
ad-title: Three Good Bargains. <box>864 43 942 77</box>
column-heading: LANDS FOR SALE. <box>560 24 692 36</box>
advertisement <box>699 876 831 935</box>
ad-subtitle: THE BEST FOR SEWAGE AND CULVERTS. STRONG AND EVERLASTING. <box>159 736 261 758</box>
ad-title: John Fraser and Co. <box>837 213 970 230</box>
ad-title: R. BROWN. <box>994 525 1091 546</box>
advertisement <box>283 278 415 477</box>
advertisement <box>144 398 276 493</box>
ad-body: THE ASSOCIATED AUCTIONEERS will offer— 375 2-tooth wethers 100 ewes in lamb 160 fat and forward ewes and wethers 200 woolly lambs 140 short lambs 15 weaners 300 ewes 23 3 to 4yr steers 13 springing heifers 2 steers 2 bulls 25 first-class dairy cows 110 lambs 60 2-tooth wethers 120 ewes 60 fat sheep 10 extra heavy wethers 16 fat and forward cows 9 cows with calves at foot 1 fat heifer 7 20-months steers 4 dairy heifers 11 good dairy cows 48 mixed weaners On account of a client, who has sold his farm— 300 fat and forward empty ewes, without reserve. On account of J. Ruddock Esq., who has disposed of his property— 50 2-tooth ewes 40 a.m. ewes 63 lambs Fortnightly Sales from now on. <box>282 140 415 270</box>
advertisement <box>421 241 553 395</box>
ad-body: 100 ACRES, all well improved, level, rich land, well watered and subdivided into six paddocks. Within 7 miles of New Plymouth. Handy to factory; 6-roomed house, cowshed and outbuildings. Title Land Transfer. PRICE £34 10s per acre. Easy terms. 4073. 300 ACRES Freehold, on Waimate Plains, all level and ploughable, good soil, all in grass, 10 paddocks; good six-roomed house, cowshed, woolshed, with milking machine driven by water power; 1½ miles from factory, post office and school. PRICE £32 per acre. Terms £800 down, balance for 5 years at 5 per cent. 4055. 100 ACRES, within five minutes of Post Office, store and factory. All in grass, subdivided and well watered. Fine house, cowshed and outbuildings. Land Transfer Title. PRICE £35 per acre. £400 cash. 4011. 351 ACRES Freehold, subdivided into 12 paddocks, well watered and all in grass, within 10 miles of New Plymouth and one mile off factory, post office and school. Buildings include 6-roomed house, cowshed, piggeries and implement shed. PRICE £14 per acre; £1000 down will secure this. 3077. VERY CHOICE DAIRY FARM of 102 ACRES, situated on good metal road, 2½ miles to dairy factory, school, and railway station and town. Good 7-roomed house, 10-bailed cowshed, piggeries, fowlrun, and outbuildings, well sheltered by plantations and hedges; 8 paddocks. PRICE £50 10s per acre. I have on my books a large number of dairy farms, sheep runs, bush properties, store businesses, etc., and shall be pleased to show intending buyers over any property and give them the benefit of my 35 years' experience of Taranaki lands. All correspondence promptly attended to. Loans negotiated. Terms arranged. <box>282 553 415 863</box>
advertisement <box>560 251 692 463</box>
advertisement <box>5 32 137 95</box>
ad-heading: COUNTRY STORES. <box>455 154 519 162</box>
ad-subtitle: AND Co., LAND, ESTATE & COMMISSION AGENTS, Pahiatua. <box>568 539 684 554</box>
ad-body: 6 Rooms, 10s; 6 rooms, 8s; 5 rooms, 7s 6d; 8 rooms, every convenience, 20s; 7 rooms, 12s. Several Shops, Offices, Furnished and Unfurnished Rooms. <box>560 477 692 507</box>
